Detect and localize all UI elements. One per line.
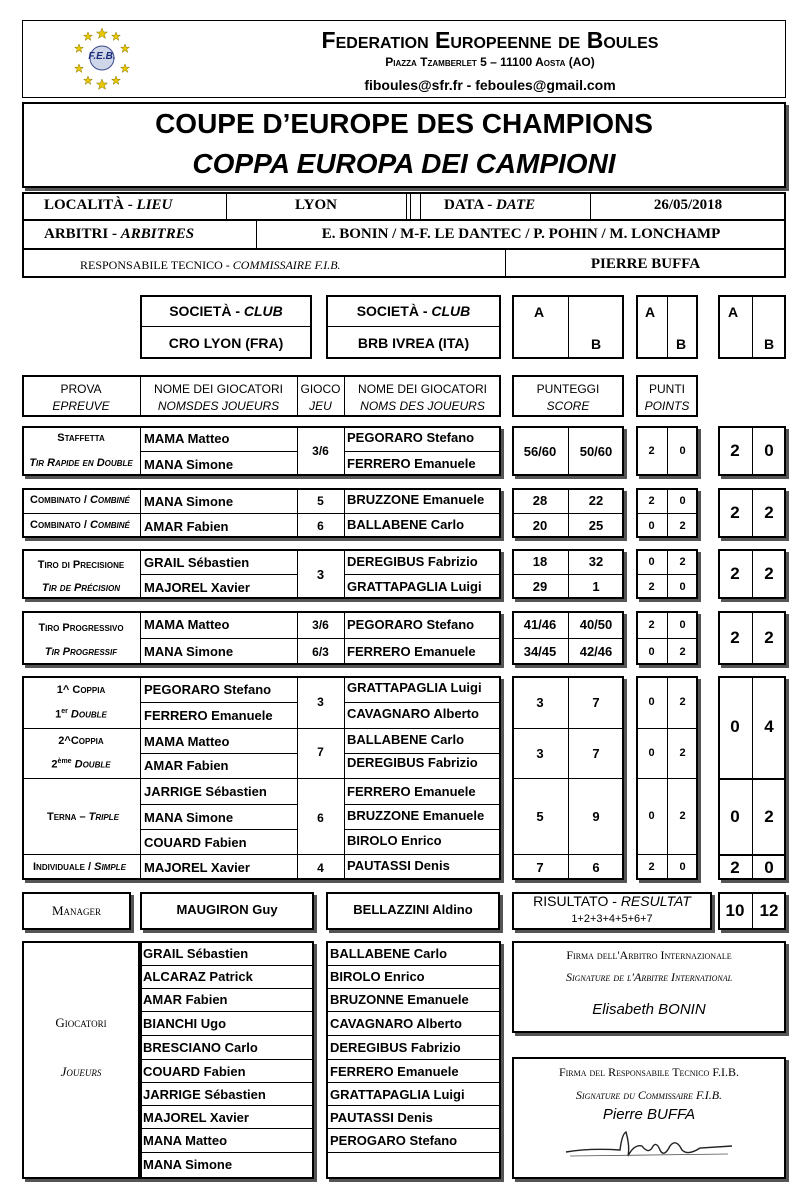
feb-logo [72,26,132,90]
terna-total-b: 2 [764,806,774,826]
individuale-player-a: MAJOREL Xavier [144,860,250,875]
staffetta-player-a1: MAMA Matteo [144,431,230,446]
manager-b: BELLAZZINI Aldino [353,901,473,917]
progressivo-label-fr: Tir Progressif [44,646,118,658]
coppia2-score-b: 7 [592,745,600,761]
precisione-total-a: 2 [730,564,740,583]
player-a-7: JARRIGE Sébastien [143,1087,266,1102]
progressivo-player-b1: PEGORARO Stefano [347,617,475,632]
localita-it: LOCALITÀ [44,197,125,213]
localita-label: LOCALITÀ - LIEU [44,197,173,213]
progressivo-player-a2: MANA Simone [144,644,234,659]
coppia2-jeu: 7 [317,745,324,759]
combinato-it-2: Combinato / [30,519,87,531]
combinato-pts-b1: 0 [679,494,686,507]
player-a-10: MANA Simone [143,1157,233,1172]
score-header-a: A [534,304,545,320]
club-a-label: SOCIETÀ - CLUB [169,303,283,319]
coppia1-pts-b: 2 [679,696,686,708]
player-b-2: BIROLO Enrico [330,969,425,984]
col-gioco: GIOCO [300,382,341,396]
player-row-divider [140,988,314,989]
terna-fr: Triple [88,811,119,823]
player-row-divider [140,1059,314,1060]
coppia2-label-fr [22,758,140,771]
total-header-a: A [728,304,739,320]
staffetta-player-b2: FERRERO Emanuele [347,456,476,471]
data-it: DATA [444,197,484,213]
coppia2-player-a1: MAMA Matteo [144,734,230,749]
arbitre-sign-it: Firma dell'Arbitro Internazionale [566,948,732,962]
precisione-label-fr: Tir de Précision [42,582,120,594]
societa-a: SOCIETÀ [169,303,232,319]
progressivo-pts-a2: 0 [648,645,655,658]
federation-emails: fiboules@sfr.fr - feboules@gmail.com [364,77,616,93]
arbitri-it: ARBITRI [44,226,109,242]
precisione-pts-a1: 0 [648,555,655,568]
progressivo-pts-b2: 2 [679,645,686,658]
combinato-total-b: 2 [764,503,774,522]
arbitre-sign-fr: Signature de l'Arbitre International [565,970,733,984]
commissaire-fr: COMMISSAIRE F.I.B. [232,258,341,272]
progressivo-player-b2: FERRERO Emanuele [347,644,476,659]
col-noms-a: NOMSDES JOUEURS [157,399,280,413]
combinato-jeu-2: 6 [317,519,324,533]
staffetta-label-it: Staffetta [57,432,105,444]
progressivo-total-a: 2 [730,628,740,647]
progressivo-pts-a1: 2 [648,618,655,631]
signature-scribble-icon [560,1126,740,1166]
score-header-b: B [591,336,602,352]
col-prova: PROVA [60,382,102,396]
total-header-b: B [764,336,775,352]
terna-total-a: 0 [730,806,740,826]
individuale-score-b: 6 [592,859,600,875]
terna-jeu: 6 [317,811,324,825]
individuale-fr: Simple [94,861,126,873]
progressivo-label-it: Tiro Progressivo [38,622,124,634]
individuale-player-b: PAUTASSI Denis [347,858,450,873]
player-row-divider [140,1105,314,1106]
terna-player-b3: BIROLO Enrico [347,833,442,848]
terna-label [47,811,119,823]
staffetta-score-a: 56/60 [523,443,557,459]
coppia2-sup: ème [57,758,72,765]
precisione-player-b2: GRATTAPAGLIA Luigi [347,579,482,594]
coppia1-pts-a: 0 [648,696,655,708]
precisione-pts-a2: 2 [648,580,655,593]
coppia1-player-a2: FERRERO Emanuele [144,708,273,723]
combinato-player-a2: AMAR Fabien [144,519,229,534]
progressivo-total-b: 2 [764,628,774,647]
coppia1-label-it: 1^ Coppia [56,684,106,696]
precisione-pts-b1: 2 [679,555,686,568]
club-b-fr: CLUB [431,303,471,319]
resp-label: RESPONSABILE TECNICO - COMMISSAIRE F.I.B. [80,258,341,272]
result-total-b: 12 [759,901,779,920]
player-row-divider [140,1128,314,1129]
terna-it: Terna – [47,811,86,823]
doubles-total-b: 4 [764,717,774,736]
arbitre-name: Elisabeth BONIN [592,1001,706,1018]
combinato-player-b1: BRUZZONE Emanuele [347,492,485,507]
club-b-label: SOCIETÀ - CLUB [356,303,471,319]
player-row-divider [140,1011,314,1012]
result-label: RISULTATO - RESULTAT [533,893,691,909]
staffetta-player-a2: MANA Simone [144,457,234,472]
player-row-divider [326,1105,501,1106]
combinato-pts-b2: 2 [679,519,686,532]
col-epreuve: EPREUVE [52,399,110,413]
precisione-player-a1: GRAIL Sébastien [144,555,250,570]
precisione-score-a2: 29 [532,579,548,594]
progressivo-jeu-1: 3/6 [312,618,329,632]
terna-player-b1: FERRERO Emanuele [347,784,476,799]
coppia1-sup: er [61,708,68,715]
player-row-divider [140,1152,314,1153]
manager-label: Manager [51,903,102,918]
player-row-divider [326,1059,501,1060]
resp-sign-it: Firma del Responsabile Tecnico F.I.B. [558,1065,740,1079]
lieu-value: LYON [295,197,337,213]
date-value: 26/05/2018 [653,197,723,213]
individuale-total-b: 0 [764,857,774,877]
players-label-it: Giocatori [55,1015,107,1030]
precisione-total-b: 2 [764,564,774,583]
terna-player-a2: MANA Simone [144,810,234,825]
coppia1-score-a: 3 [536,694,544,710]
combinato-jeu-1: 5 [317,494,324,508]
player-row-divider [326,1082,501,1083]
federation-name: Federation Europeenne de Boules [321,27,659,53]
staffetta-jeu: 3/6 [312,444,329,458]
col-punteggi: PUNTEGGI [536,382,600,396]
precisione-score-b1: 32 [588,554,604,569]
coppia2-num: 2 [51,758,58,771]
player-a-8: MAJOREL Xavier [143,1110,249,1125]
coppia1-player-b2: CAVAGNARO Alberto [347,706,479,721]
precisione-player-b1: DEREGIBUS Fabrizio [347,554,478,569]
resp-sign-fr: Signature du Commissaire F.I.B. [575,1088,723,1102]
date-fr: DATE [495,197,536,213]
individuale-label [33,861,126,873]
player-b-1: BALLABENE Carlo [330,946,448,961]
coppia2-fr: Double [74,758,111,771]
combinato-pts-a1: 2 [648,494,655,507]
combinato-player-a1: MANA Simone [144,494,234,509]
individuale-pts-a: 2 [648,861,655,873]
coppia1-score-b: 7 [592,694,600,710]
coppia2-pts-b: 2 [679,747,686,759]
players-label-fr: Joueurs [60,1064,102,1079]
player-a-3: AMAR Fabien [143,992,228,1007]
points-header-b: B [676,336,687,352]
club-b-name: BRB IVREA (ITA) [357,335,470,351]
col-nome-a: NOME DEI GIOCATORI [154,382,283,396]
combinato-player-b2: BALLABENE Carlo [347,517,465,532]
coppia1-player-a1: PEGORARO Stefano [144,682,272,697]
terna-player-a3: COUARD Fabien [144,835,247,850]
combinato-score-a2: 20 [532,518,548,533]
title-fr: COUPE D’EUROPE DES CHAMPIONS [155,108,653,139]
arbitres-value: E. BONIN / M-F. LE DANTEC / P. POHIN / M. LONCHAMP [321,226,721,242]
combinato-it-1: Combinato / [30,494,87,506]
combinato-fr-1: Combiné [89,494,130,506]
staffetta-score-b: 50/60 [579,443,613,459]
coppia2-player-a2: AMAR Fabien [144,758,229,773]
col-points: POINTS [644,399,690,413]
result-fr: RESULTAT [620,893,691,909]
result-total-a: 10 [725,901,745,920]
staffetta-total-b: 0 [764,441,774,460]
player-row-divider [140,1035,314,1036]
player-a-9: MANA Matteo [143,1133,228,1148]
lieu-fr: LIEU [136,197,173,213]
combinato-score-b2: 25 [588,518,604,533]
coppia2-pts-a: 0 [648,747,655,759]
result-it: RISULTATO [533,893,609,909]
individuale-jeu: 4 [317,861,324,875]
player-row-divider [326,988,501,989]
terna-player-b2: BRUZZONE Emanuele [347,808,485,823]
feb-logo-text: F.E.B. [88,51,116,62]
staffetta-player-b1: PEGORARO Stefano [347,430,475,445]
players-label-box [22,941,140,1179]
terna-pts-b: 2 [679,810,686,822]
coppia2-score-a: 3 [536,745,544,761]
combinato-label-1 [30,494,130,506]
coppia2-player-b2: DEREGIBUS Fabrizio [347,755,478,770]
staffetta-pts-a: 2 [648,445,655,457]
coppia1-num: 1 [55,708,62,721]
coppia2-label-it: 2^Coppia [58,735,104,747]
arbitres-fr: ARBITRES [120,226,195,242]
resp-name: Pierre BUFFA [602,1106,696,1123]
combinato-fr-2: Combiné [89,519,130,531]
player-b-3: BRUZONNE Emanuele [330,992,469,1007]
data-label: DATA - DATE [444,197,536,213]
staffetta-total-a: 2 [730,441,740,460]
individuale-score-a: 7 [536,859,544,875]
progressivo-player-a1: MAMA Matteo [144,617,230,632]
player-row-divider [326,1011,501,1012]
resp-value: PIERRE BUFFA [590,256,701,272]
precisione-label-it: Tiro di Precisione [37,559,125,571]
player-row-divider [326,1152,501,1153]
arbitri-label: ARBITRI - ARBITRES [44,226,195,242]
coppia2-player-b1: BALLABENE Carlo [347,732,465,747]
result-formula: 1+2+3+4+5+6+7 [571,913,653,925]
terna-pts-a: 0 [648,810,655,822]
player-row-divider [140,965,314,966]
col-jeu: JEU [309,399,332,413]
combinato-total-a: 2 [730,503,740,522]
terna-score-b: 9 [592,808,600,824]
player-b-8: PAUTASSI Denis [330,1110,433,1125]
combinato-score-a1: 28 [532,493,548,508]
player-a-2: ALCARAZ Patrick [143,969,253,984]
player-b-6: FERRERO Emanuele [330,1064,459,1079]
federation-address: Piazza Tzamberlet 5 – 11100 Aosta (AO) [385,55,595,69]
player-row-divider [326,1128,501,1129]
precisione-player-a2: MAJOREL Xavier [144,580,250,595]
handwritten-signature [560,1126,740,1166]
player-row-divider [140,1082,314,1083]
combinato-label-2 [30,519,130,531]
precisione-score-a1: 18 [532,554,548,569]
combinato-pts-a2: 0 [648,519,655,532]
terna-score-a: 5 [536,808,544,824]
progressivo-pts-b1: 0 [679,618,686,631]
coppia1-fr: Double [70,708,107,721]
progressivo-score-b1: 40/50 [579,617,613,632]
title-it: COPPA EUROPA DEI CAMPIONI [192,148,616,179]
individuale-total-a: 2 [730,857,740,877]
club-a-name: CRO LYON (FRA) [168,335,284,351]
player-b-5: DEREGIBUS Fabrizio [330,1040,461,1055]
player-a-4: BIANCHI Ugo [143,1016,227,1031]
doubles-total-a: 0 [730,717,740,736]
progressivo-score-a2: 34/45 [523,644,557,659]
player-b-7: GRATTAPAGLIA Luigi [330,1087,465,1102]
coppia1-jeu: 3 [317,695,324,709]
progressivo-jeu-2: 6/3 [312,645,329,659]
precisione-pts-b2: 0 [679,580,686,593]
col-punti: PUNTI [649,382,685,396]
col-score: SCORE [546,399,590,413]
player-b-9: PEROGARO Stefano [330,1133,458,1148]
points-header-a: A [645,304,656,320]
coppia1-label-fr [22,708,140,721]
progressivo-score-a1: 41/46 [523,617,557,632]
progressivo-score-b2: 42/46 [579,644,613,659]
terna-player-a1: JARRIGE Sébastien [144,784,267,799]
player-a-6: COUARD Fabien [143,1064,246,1079]
player-a-1: GRAIL Sébastien [143,946,249,961]
player-b-4: CAVAGNARO Alberto [330,1016,462,1031]
col-nome-b: NOME DEI GIOCATORI [358,382,487,396]
player-a-5: BRESCIANO Carlo [143,1040,258,1055]
manager-a: MAUGIRON Guy [176,901,278,917]
staffetta-pts-b: 0 [679,445,686,457]
player-row-divider [326,965,501,966]
staffetta-label-fr: Tir Rapide en Double [29,457,133,469]
individuale-pts-b: 0 [679,861,686,873]
col-noms-b: NOMS DES JOUEURS [360,399,485,413]
resp-it: RESPONSABILE TECNICO [80,258,223,272]
individuale-it: Individuale / [33,861,92,873]
precisione-score-b2: 1 [592,579,600,594]
club-a-fr: CLUB [243,303,283,319]
combinato-score-b1: 22 [588,493,604,508]
player-row-divider [326,1035,501,1036]
precisione-jeu: 3 [316,567,325,582]
coppia1-player-b1: GRATTAPAGLIA Luigi [347,680,482,695]
societa-b: SOCIETÀ [356,303,419,319]
